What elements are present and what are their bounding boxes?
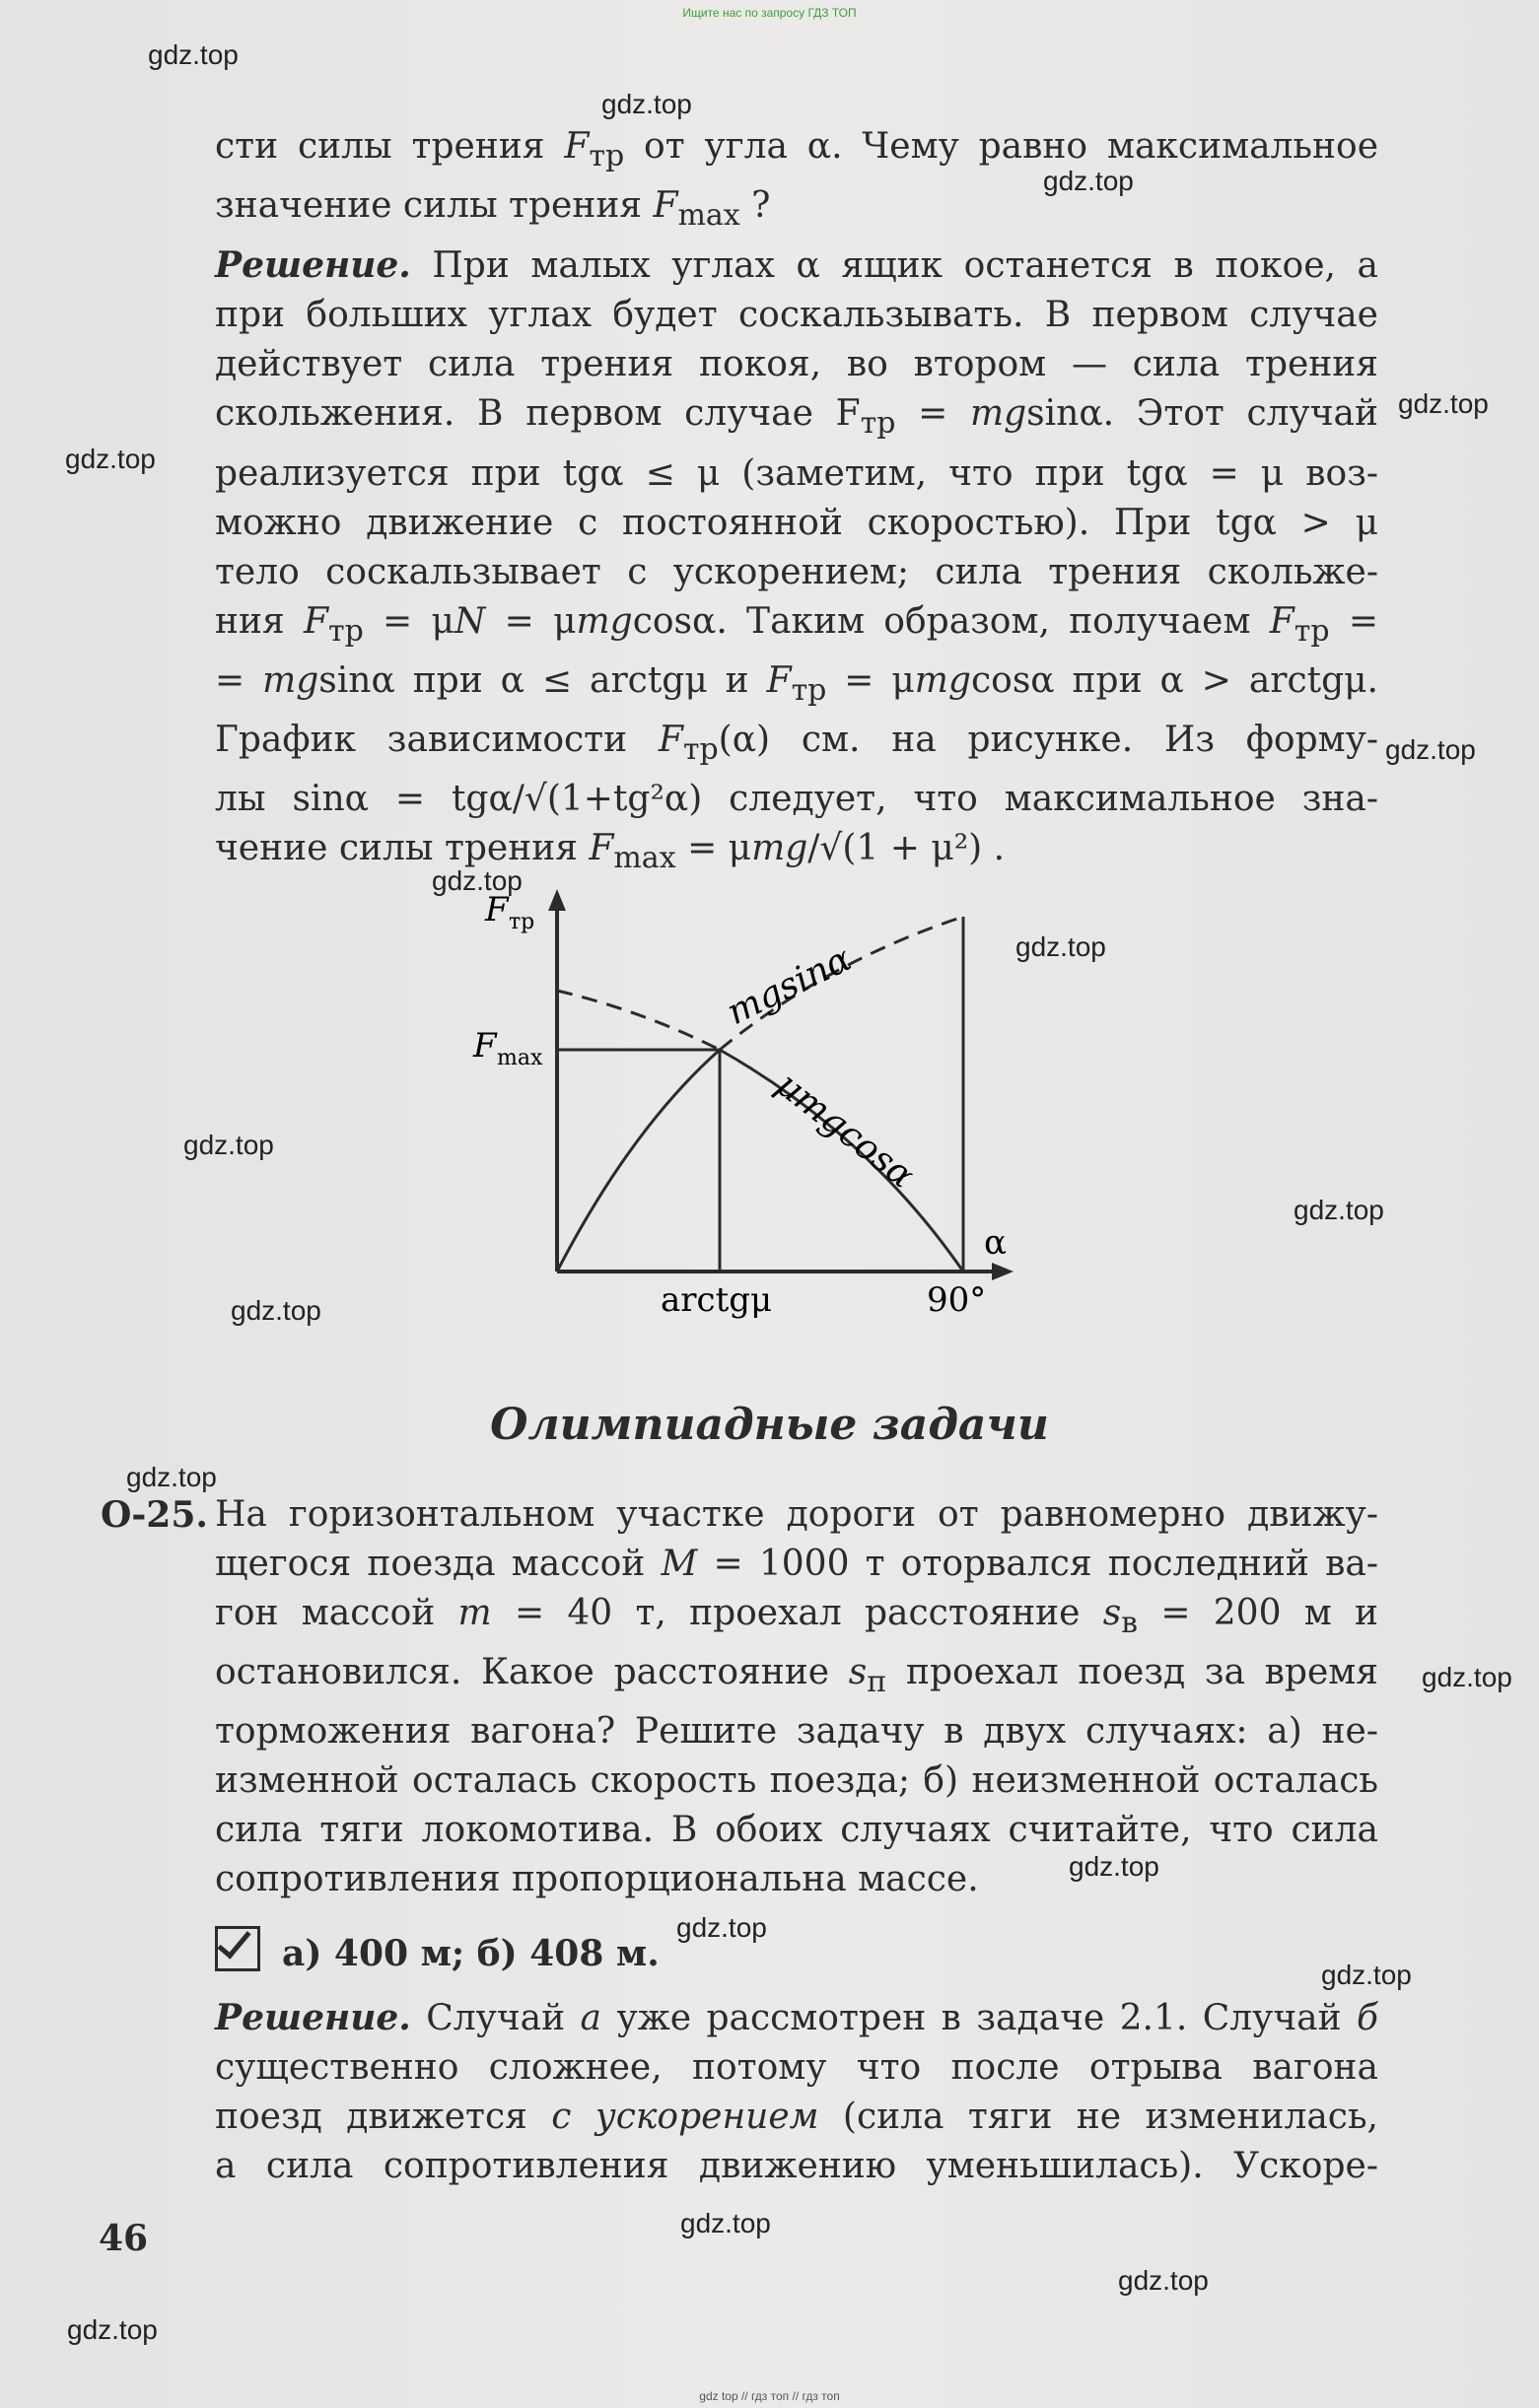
text-line: значение силы трения $F_{max}$ ? — [215, 185, 771, 234]
tick-90: 90° — [927, 1280, 987, 1320]
watermark: gdz.top — [65, 444, 156, 474]
text-line: скольжения. В первом случае $F_{тр} = mgsin\alpha$. Этот случай — [215, 393, 1378, 442]
watermark: gdz.top — [231, 1295, 321, 1326]
text-line: реализуется при tgα ≤ μ (заметим, что при tgα = μ воз- — [215, 452, 1378, 494]
answer-line: а) 400 м; б) 408 м. — [215, 1926, 1378, 1979]
text-line: щегося поезда массой M = 1000 т оторвался последний ва- — [215, 1544, 1378, 1584]
text-line: ния $F_{тр} = \mu N = \mu mgcos\alpha$. Таким образом, получаем $F_{тр}$ = — [215, 600, 1379, 649]
curve-mgsin-solid — [557, 1050, 720, 1272]
text-line: чение силы трения $F_{max} = \mu mg/√(1 + \mu^2)$ . — [215, 828, 1006, 876]
page-number: 46 — [99, 2218, 149, 2259]
watermark: gdz.top — [1422, 1662, 1512, 1692]
watermark: gdz.top — [432, 865, 523, 896]
text-line: сила тяги локомотива. В обоих случаях считайте, что сила — [215, 1810, 1378, 1851]
watermark: gdz.top — [183, 1130, 274, 1160]
problem-block — [101, 1490, 1379, 1979]
x-axis-arrow — [992, 1263, 1014, 1280]
text-line: а сила сопротивления движению уменьшилась). Ускоре- — [215, 2146, 1378, 2186]
friction-graph — [434, 887, 1065, 1350]
text-line: поезд движется с ускорением (сила тяги не изменилась, — [215, 2097, 1378, 2137]
text-line: тело соскальзывает с ускорением; сила трения скольже- — [215, 551, 1378, 592]
text-line: можно движение с постоянной скоростью). При tgα > μ — [215, 502, 1378, 543]
text-line: гон массой m = 40 т, проехал расстояние $s_в = 200$ м и — [215, 1593, 1379, 1641]
text-line: Решение. Случай а уже рассмотрен в задаче 2.1. Случай б — [215, 1997, 1379, 2038]
check-icon — [215, 1926, 260, 1971]
bottom-banner[interactable]: gdz top // гдз топ // гдз топ — [699, 2389, 840, 2403]
watermark: gdz.top — [67, 2314, 158, 2345]
watermark: gdz.top — [601, 89, 692, 119]
text-block-upper — [215, 122, 1378, 883]
curve-mucos-solid — [720, 1050, 963, 1272]
watermark: gdz.top — [1321, 1960, 1412, 1990]
watermark: gdz.top — [1069, 1851, 1159, 1882]
text-line: лы sinα = tgα/√(1+tg²α) следует, что максимальное зна- — [215, 779, 1378, 820]
text-line: Решение. При малых углах α ящик останется в покое, а — [215, 244, 1378, 287]
fmax-label: F — [473, 1026, 497, 1066]
tick-arctg: arctgμ — [661, 1280, 773, 1320]
series-label-mgsin: mgsinα — [720, 938, 858, 1034]
watermark: gdz.top — [1043, 166, 1134, 196]
text-line: сти силы трения $F_{тр}$ от угла α. Чему равно максимальное — [215, 126, 1378, 174]
watermark: gdz.top — [680, 2208, 771, 2238]
problem-id: О-25. — [101, 1494, 208, 1536]
text-line: = mgsinα при α ≤ arctgμ и $F_{тр} = \mu mgcos\alpha$ при α > arctgμ. — [215, 659, 1379, 708]
solution-block — [215, 1993, 1378, 2191]
watermark: gdz.top — [1385, 734, 1476, 765]
series-label-mucos: μmgcosα — [768, 1064, 922, 1197]
watermark: gdz.top — [1294, 1195, 1384, 1225]
text-line: График зависимости $F_{тр}(\alpha)$ см. на рисунке. Из форму- — [215, 719, 1378, 768]
text-line: торможения вагона? Решите задачу в двух случаях: а) не- — [215, 1711, 1378, 1753]
text-line: существенно сложнее, потому что после отрыва вагона — [215, 2047, 1378, 2088]
text-line: сопротивления пропорциональна массе. — [215, 1859, 979, 1900]
top-banner[interactable]: Ищите нас по запросу ГДЗ ТОП — [682, 6, 857, 20]
watermark: gdz.top — [676, 1912, 767, 1943]
text-line: изменной осталась скорость поезда; б) неизменной осталась — [215, 1760, 1378, 1802]
fmax-label-sub: max — [497, 1046, 543, 1070]
x-axis-label: α — [984, 1223, 1007, 1263]
curve-mucos-dashed — [557, 991, 720, 1050]
y-axis-label-sub: тр — [509, 910, 535, 934]
text-line: остановился. Какое расстояние $s_п$ проехал поезд за время — [215, 1652, 1378, 1700]
watermark: gdz.top — [1398, 388, 1489, 419]
y-axis-arrow — [548, 889, 566, 911]
watermark: gdz.top — [148, 39, 239, 70]
text-line: На горизонтальном участке дороги от равномерно движу- — [215, 1494, 1378, 1535]
section-title: Олимпиадные задачи — [490, 1400, 1049, 1450]
text-line: при больших углах будет соскальзывать. В первом случае — [215, 295, 1378, 336]
text-line: действует сила трения покоя, во втором — сила трения — [215, 344, 1378, 385]
y-axis-label: F — [485, 890, 509, 929]
watermark: gdz.top — [1015, 931, 1106, 962]
watermark: gdz.top — [126, 1462, 217, 1492]
watermark: gdz.top — [1118, 2265, 1209, 2296]
